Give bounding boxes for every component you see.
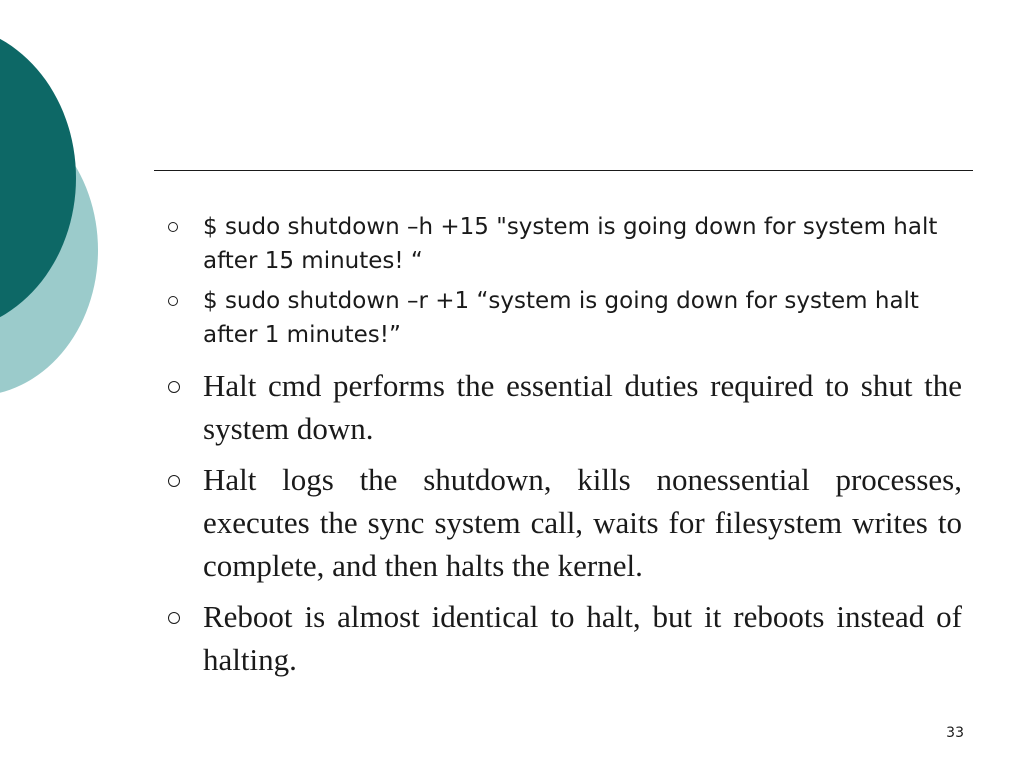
hollow-circle-bullet-icon	[168, 612, 180, 624]
bullet-text: $ sudo shutdown –r +1 “system is going down for system halt after 1 minutes!”	[203, 288, 919, 348]
bullet-item-shutdown-halt	[160, 210, 962, 278]
bullet-text: Halt logs the shutdown, kills nonessential processes, executes the sync system call, waits for filesystem writes to complete, and then halts the kernel.	[203, 462, 962, 583]
hollow-circle-bullet-icon	[168, 381, 180, 393]
title-divider-line	[154, 170, 973, 171]
bullet-item-reboot	[160, 595, 962, 681]
bullet-item-shutdown-reboot	[160, 284, 962, 352]
hollow-circle-bullet-icon	[168, 296, 178, 306]
hollow-circle-bullet-icon	[168, 475, 180, 487]
page-number: 33	[946, 725, 964, 741]
bullet-text: $ sudo shutdown –h +15 "system is going down for system halt after 15 minutes! “	[203, 214, 938, 274]
bullet-list	[160, 210, 962, 681]
hollow-circle-bullet-icon	[168, 222, 178, 232]
bullet-item-halt-steps	[160, 458, 962, 587]
bullet-text: Halt cmd performs the essential duties required to shut the system down.	[203, 368, 962, 446]
bullet-item-halt-duties	[160, 364, 962, 450]
bullet-text: Reboot is almost identical to halt, but it reboots instead of halting.	[203, 599, 962, 677]
